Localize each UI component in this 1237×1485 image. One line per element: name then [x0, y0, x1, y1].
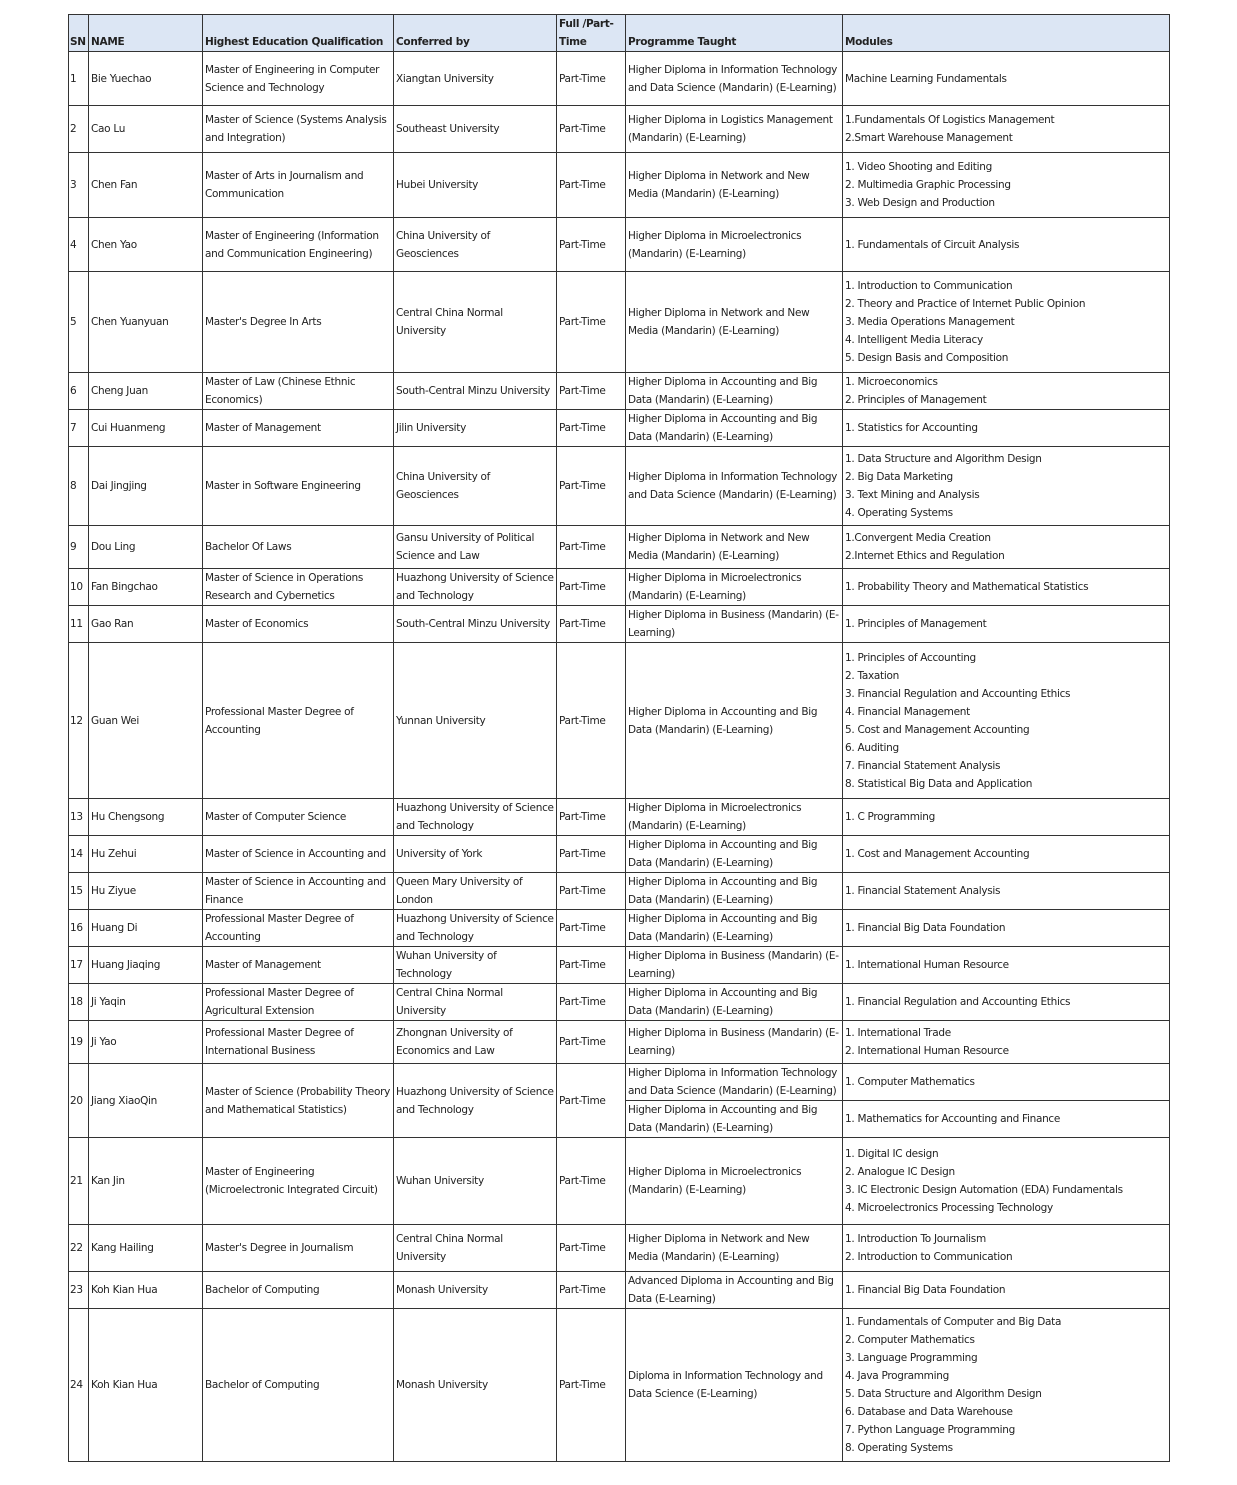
cell-name: Jiang XiaoQin: [89, 1064, 203, 1138]
cell-programme: Higher Diploma in Accounting and Big Data (Mandarin) (E-Learning): [626, 1101, 843, 1138]
cell-programme: Higher Diploma in Network and New Media (Mandarin) (E-Learning): [626, 272, 843, 373]
cell-qualification: Master's Degree in Journalism: [203, 1225, 394, 1272]
module-item: 4. Intelligent Media Literacy: [845, 334, 983, 346]
cell-modules: [843, 1064, 1170, 1101]
cell-qualification: Professional Master Degree of Agricultural Extension: [203, 984, 394, 1021]
cell-modules: [843, 410, 1170, 447]
table-row: [69, 106, 1170, 153]
module-item: Machine Learning Fundamentals: [845, 72, 1007, 85]
module-item: 1. Microeconomics: [845, 376, 938, 388]
cell-mode: Part-Time: [557, 947, 626, 984]
cell-programme: Higher Diploma in Information Technology and Data Science (Mandarin) (E-Learning): [626, 1064, 843, 1101]
cell-programme: Diploma in Information Technology and Data Science (E-Learning): [626, 1309, 843, 1462]
cell-mode: Part-Time: [557, 272, 626, 373]
cell-sn: 10: [69, 569, 89, 606]
cell-conferred-by: Huazhong University of Science and Technology: [394, 799, 557, 836]
table-row: [69, 526, 1170, 569]
cell-sn: 13: [69, 799, 89, 836]
module-item: 1. C Programming: [845, 811, 935, 823]
cell-sn: 22: [69, 1225, 89, 1272]
cell-name: Chen Fan: [89, 153, 203, 218]
module-item: 1. Video Shooting and Editing: [845, 161, 992, 173]
module-item: 4. Java Programming: [845, 1370, 949, 1382]
cell-mode: Part-Time: [557, 910, 626, 947]
module-item: 2. Big Data Marketing: [845, 471, 953, 483]
cell-conferred-by: University of York: [394, 836, 557, 873]
cell-qualification: Master of Engineering in Computer Science and Technology: [203, 52, 394, 106]
cell-mode: Part-Time: [557, 106, 626, 153]
header-mode: Full /Part-Time: [557, 15, 626, 52]
cell-name: Dou Ling: [89, 526, 203, 569]
cell-modules: [843, 52, 1170, 106]
cell-sn: 9: [69, 526, 89, 569]
header-programme: Programme Taught: [626, 15, 843, 52]
cell-sn: 3: [69, 153, 89, 218]
cell-conferred-by: Monash University: [394, 1309, 557, 1462]
module-item: 1. Data Structure and Algorithm Design: [845, 453, 1042, 465]
cell-modules: [843, 1309, 1170, 1462]
cell-programme: Higher Diploma in Network and New Media (Mandarin) (E-Learning): [626, 153, 843, 218]
cell-conferred-by: Wuhan University: [394, 1138, 557, 1225]
cell-qualification: Master of Science in Accounting and: [203, 836, 394, 873]
cell-modules: [843, 569, 1170, 606]
cell-programme: Higher Diploma in Logistics Management (Mandarin) (E-Learning): [626, 106, 843, 153]
cell-programme: Higher Diploma in Microelectronics (Mandarin) (E-Learning): [626, 569, 843, 606]
cell-name: Guan Wei: [89, 643, 203, 799]
cell-name: Fan Bingchao: [89, 569, 203, 606]
cell-mode: Part-Time: [557, 1064, 626, 1138]
table-row: [69, 643, 1170, 799]
module-item: 4. Microelectronics Processing Technology: [845, 1202, 1053, 1214]
cell-programme: Higher Diploma in Microelectronics (Mandarin) (E-Learning): [626, 218, 843, 272]
module-item: 3. Financial Regulation and Accounting Ethics: [845, 687, 1071, 700]
cell-sn: 4: [69, 218, 89, 272]
cell-mode: Part-Time: [557, 1272, 626, 1309]
module-item: 1. Introduction to Communication: [845, 280, 1013, 292]
cell-modules: [843, 1138, 1170, 1225]
cell-qualification: Master of Management: [203, 410, 394, 447]
module-item: 4. Operating Systems: [845, 507, 953, 519]
cell-conferred-by: Monash University: [394, 1272, 557, 1309]
cell-qualification: Master of Arts in Journalism and Communication: [203, 153, 394, 218]
module-item: 1. Financial Big Data Foundation: [845, 1284, 1006, 1296]
module-item: 5. Design Basis and Composition: [845, 352, 1009, 364]
cell-sn: 21: [69, 1138, 89, 1225]
cell-name: Cao Lu: [89, 106, 203, 153]
cell-sn: 2: [69, 106, 89, 153]
cell-modules: [843, 1101, 1170, 1138]
module-item: 3. Web Design and Production: [845, 197, 995, 209]
cell-name: Dai Jingjing: [89, 447, 203, 526]
module-item: 6. Auditing: [845, 741, 899, 754]
table-row: [69, 373, 1170, 410]
cell-conferred-by: Jilin University: [394, 410, 557, 447]
cell-name: Chen Yuanyuan: [89, 272, 203, 373]
cell-programme: Higher Diploma in Information Technology and Data Science (Mandarin) (E-Learning): [626, 52, 843, 106]
cell-modules: [843, 799, 1170, 836]
cell-modules: [843, 873, 1170, 910]
header-name: NAME: [89, 15, 203, 52]
module-item: 1. Fundamentals of Computer and Big Data: [845, 1316, 1062, 1328]
module-item: 7. Financial Statement Analysis: [845, 759, 1001, 772]
module-item: 1. Computer Mathematics: [845, 1076, 975, 1088]
table-row: [69, 447, 1170, 526]
cell-programme: Advanced Diploma in Accounting and Big Data (E-Learning): [626, 1272, 843, 1309]
cell-conferred-by: Huazhong University of Science and Technology: [394, 1064, 557, 1138]
cell-qualification: Master of Science (Systems Analysis and Integration): [203, 106, 394, 153]
cell-modules: [843, 836, 1170, 873]
cell-mode: Part-Time: [557, 218, 626, 272]
cell-sn: 7: [69, 410, 89, 447]
cell-sn: 15: [69, 873, 89, 910]
cell-mode: Part-Time: [557, 1225, 626, 1272]
cell-name: Kang Hailing: [89, 1225, 203, 1272]
cell-conferred-by: Central China Normal University: [394, 272, 557, 373]
cell-mode: Part-Time: [557, 447, 626, 526]
cell-mode: Part-Time: [557, 984, 626, 1021]
module-item: 1. Financial Big Data Foundation: [845, 922, 1006, 934]
module-item: 1. Financial Regulation and Accounting Ethics: [845, 996, 1071, 1008]
cell-qualification: Master of Economics: [203, 606, 394, 643]
module-item: 1. International Human Resource: [845, 959, 1009, 971]
cell-sn: 6: [69, 373, 89, 410]
table-row: [69, 799, 1170, 836]
cell-modules: [843, 984, 1170, 1021]
module-item: 2. Multimedia Graphic Processing: [845, 179, 1011, 191]
cell-qualification: Professional Master Degree of Accounting: [203, 643, 394, 799]
table-row: [69, 153, 1170, 218]
cell-qualification: Master of Engineering (Microelectronic Integrated Circuit): [203, 1138, 394, 1225]
module-item: 2.Smart Warehouse Management: [845, 132, 1013, 144]
module-item: 2. International Human Resource: [845, 1045, 1009, 1057]
cell-programme: Higher Diploma in Microelectronics (Mandarin) (E-Learning): [626, 799, 843, 836]
cell-name: Huang Jiaqing: [89, 947, 203, 984]
cell-programme: Higher Diploma in Accounting and Big Data (Mandarin) (E-Learning): [626, 373, 843, 410]
cell-qualification: Master of Science (Probability Theory and Mathematical Statistics): [203, 1064, 394, 1138]
cell-sn: 24: [69, 1309, 89, 1462]
cell-conferred-by: South-Central Minzu University: [394, 606, 557, 643]
cell-qualification: Master's Degree In Arts: [203, 272, 394, 373]
module-item: 4. Financial Management: [845, 705, 970, 718]
cell-sn: 17: [69, 947, 89, 984]
cell-mode: Part-Time: [557, 569, 626, 606]
cell-qualification: Master of Computer Science: [203, 799, 394, 836]
table-row: [69, 52, 1170, 106]
cell-conferred-by: Huazhong University of Science and Technology: [394, 569, 557, 606]
cell-sn: 23: [69, 1272, 89, 1309]
header-row: [69, 15, 1170, 52]
cell-mode: Part-Time: [557, 643, 626, 799]
cell-sn: 12: [69, 643, 89, 799]
cell-name: Cui Huanmeng: [89, 410, 203, 447]
cell-sn: 14: [69, 836, 89, 873]
cell-modules: [843, 106, 1170, 153]
cell-modules: [843, 218, 1170, 272]
cell-qualification: Master of Management: [203, 947, 394, 984]
table-row: [69, 873, 1170, 910]
cell-modules: [843, 153, 1170, 218]
table-body: [69, 52, 1170, 1462]
table-row: [69, 1272, 1170, 1309]
module-item: 1. Introduction To Journalism: [845, 1233, 986, 1245]
cell-name: Ji Yao: [89, 1021, 203, 1064]
cell-name: Koh Kian Hua: [89, 1309, 203, 1462]
table-row: [69, 1309, 1170, 1462]
cell-mode: Part-Time: [557, 799, 626, 836]
cell-name: Chen Yao: [89, 218, 203, 272]
cell-modules: [843, 1021, 1170, 1064]
cell-mode: Part-Time: [557, 836, 626, 873]
module-item: 1.Fundamentals Of Logistics Management: [845, 114, 1055, 126]
cell-sn: 19: [69, 1021, 89, 1064]
module-item: 1.Convergent Media Creation: [845, 532, 991, 544]
module-item: 2. Introduction to Communication: [845, 1251, 1013, 1263]
table-row: [69, 984, 1170, 1021]
table-row: [69, 947, 1170, 984]
module-item: 8. Statistical Big Data and Application: [845, 777, 1033, 790]
module-item: 8. Operating Systems: [845, 1442, 953, 1454]
cell-programme: Higher Diploma in Business (Mandarin) (E-Learning): [626, 1021, 843, 1064]
cell-conferred-by: China University of Geosciences: [394, 447, 557, 526]
cell-conferred-by: Huazhong University of Science and Technology: [394, 910, 557, 947]
cell-programme: Higher Diploma in Network and New Media (Mandarin) (E-Learning): [626, 526, 843, 569]
cell-mode: Part-Time: [557, 52, 626, 106]
cell-mode: Part-Time: [557, 526, 626, 569]
module-item: 7. Python Language Programming: [845, 1424, 1016, 1436]
cell-programme: Higher Diploma in Accounting and Big Data (Mandarin) (E-Learning): [626, 410, 843, 447]
cell-mode: Part-Time: [557, 873, 626, 910]
cell-sn: 5: [69, 272, 89, 373]
cell-qualification: Master of Law (Chinese Ethnic Economics): [203, 373, 394, 410]
cell-conferred-by: South-Central Minzu University: [394, 373, 557, 410]
module-item: 3. Media Operations Management: [845, 316, 1015, 328]
module-item: 1. Mathematics for Accounting and Finance: [845, 1113, 1061, 1125]
cell-name: Ji Yaqin: [89, 984, 203, 1021]
cell-modules: [843, 447, 1170, 526]
staff-table: [68, 14, 1170, 1462]
header-modules: Modules: [843, 15, 1170, 52]
module-item: 1. Fundamentals of Circuit Analysis: [845, 238, 1020, 251]
cell-modules: [843, 910, 1170, 947]
cell-conferred-by: Southeast University: [394, 106, 557, 153]
module-item: 1. Cost and Management Accounting: [845, 848, 1030, 860]
module-item: 2. Taxation: [845, 669, 899, 682]
cell-mode: Part-Time: [557, 153, 626, 218]
cell-name: Cheng Juan: [89, 373, 203, 410]
cell-modules: [843, 1272, 1170, 1309]
cell-modules: [843, 272, 1170, 373]
cell-mode: Part-Time: [557, 1309, 626, 1462]
cell-programme: Higher Diploma in Accounting and Big Data (Mandarin) (E-Learning): [626, 984, 843, 1021]
module-item: 1. Statistics for Accounting: [845, 422, 978, 434]
cell-sn: 18: [69, 984, 89, 1021]
cell-name: Koh Kian Hua: [89, 1272, 203, 1309]
cell-qualification: Bachelor of Computing: [203, 1309, 394, 1462]
table-row: [69, 272, 1170, 373]
cell-modules: [843, 526, 1170, 569]
cell-qualification: Master in Software Engineering: [203, 447, 394, 526]
table-row: [69, 569, 1170, 606]
cell-sn: 8: [69, 447, 89, 526]
table-row: [69, 1225, 1170, 1272]
header-qualification: Highest Education Qualification: [203, 15, 394, 52]
cell-qualification: Professional Master Degree of International Business: [203, 1021, 394, 1064]
cell-name: Hu Chengsong: [89, 799, 203, 836]
module-item: 2. Computer Mathematics: [845, 1334, 975, 1346]
table-row: [69, 218, 1170, 272]
cell-qualification: Professional Master Degree of Accounting: [203, 910, 394, 947]
cell-conferred-by: Central China Normal University: [394, 1225, 557, 1272]
module-item: 2.Internet Ethics and Regulation: [845, 550, 1005, 562]
cell-conferred-by: Wuhan University of Technology: [394, 947, 557, 984]
cell-programme: Higher Diploma in Accounting and Big Data (Mandarin) (E-Learning): [626, 643, 843, 799]
cell-modules: [843, 643, 1170, 799]
module-item: 3. IC Electronic Design Automation (EDA) Fundamentals: [845, 1184, 1123, 1196]
table-row: [69, 606, 1170, 643]
cell-name: Bie Yuechao: [89, 52, 203, 106]
cell-programme: Higher Diploma in Accounting and Big Data (Mandarin) (E-Learning): [626, 910, 843, 947]
cell-programme: Higher Diploma in Accounting and Big Data (Mandarin) (E-Learning): [626, 873, 843, 910]
cell-qualification: Bachelor Of Laws: [203, 526, 394, 569]
cell-conferred-by: Central China Normal University: [394, 984, 557, 1021]
cell-conferred-by: Xiangtan University: [394, 52, 557, 106]
cell-programme: Higher Diploma in Network and New Media (Mandarin) (E-Learning): [626, 1225, 843, 1272]
cell-conferred-by: Yunnan University: [394, 643, 557, 799]
cell-mode: Part-Time: [557, 1021, 626, 1064]
cell-conferred-by: Hubei University: [394, 153, 557, 218]
module-item: 1. Financial Statement Analysis: [845, 885, 1001, 897]
cell-programme: Higher Diploma in Microelectronics (Mandarin) (E-Learning): [626, 1138, 843, 1225]
table-row: [69, 1021, 1170, 1064]
cell-programme: Higher Diploma in Business (Mandarin) (E-Learning): [626, 606, 843, 643]
cell-modules: [843, 606, 1170, 643]
table-row: [69, 910, 1170, 947]
cell-mode: Part-Time: [557, 373, 626, 410]
cell-modules: [843, 1225, 1170, 1272]
table-row: [69, 1064, 1170, 1101]
module-item: 1. Principles of Accounting: [845, 651, 976, 664]
header-sn: SN: [69, 15, 89, 52]
module-item: 6. Database and Data Warehouse: [845, 1406, 1013, 1418]
cell-name: Kan Jin: [89, 1138, 203, 1225]
cell-sn: 11: [69, 606, 89, 643]
module-item: 2. Principles of Management: [845, 394, 987, 406]
cell-conferred-by: Queen Mary University of London: [394, 873, 557, 910]
cell-programme: Higher Diploma in Accounting and Big Data (Mandarin) (E-Learning): [626, 836, 843, 873]
cell-programme: Higher Diploma in Information Technology and Data Science (Mandarin) (E-Learning): [626, 447, 843, 526]
cell-conferred-by: Gansu University of Political Science and Law: [394, 526, 557, 569]
module-item: 3. Text Mining and Analysis: [845, 489, 980, 501]
table-row: [69, 1138, 1170, 1225]
cell-sn: 20: [69, 1064, 89, 1138]
cell-name: Gao Ran: [89, 606, 203, 643]
module-item: 1. Principles of Management: [845, 618, 987, 630]
module-item: 2. Analogue IC Design: [845, 1166, 955, 1178]
cell-mode: Part-Time: [557, 410, 626, 447]
cell-programme: Higher Diploma in Business (Mandarin) (E-Learning): [626, 947, 843, 984]
cell-mode: Part-Time: [557, 606, 626, 643]
cell-name: Huang Di: [89, 910, 203, 947]
cell-conferred-by: Zhongnan University of Economics and Law: [394, 1021, 557, 1064]
table-row: [69, 836, 1170, 873]
cell-modules: [843, 947, 1170, 984]
module-item: 5. Cost and Management Accounting: [845, 723, 1030, 736]
cell-qualification: Master of Science in Accounting and Finance: [203, 873, 394, 910]
cell-mode: Part-Time: [557, 1138, 626, 1225]
cell-modules: [843, 373, 1170, 410]
cell-name: Hu Zehui: [89, 836, 203, 873]
module-item: 1. Digital IC design: [845, 1148, 939, 1160]
cell-sn: 16: [69, 910, 89, 947]
table-row: [69, 410, 1170, 447]
cell-qualification: Bachelor of Computing: [203, 1272, 394, 1309]
header-conferred-by: Conferred by: [394, 15, 557, 52]
cell-sn: 1: [69, 52, 89, 106]
cell-name: Hu Ziyue: [89, 873, 203, 910]
cell-qualification: Master of Science in Operations Research and Cybernetics: [203, 569, 394, 606]
module-item: 1. International Trade: [845, 1027, 951, 1039]
module-item: 2. Theory and Practice of Internet Public Opinion: [845, 298, 1086, 310]
module-item: 3. Language Programming: [845, 1352, 978, 1364]
cell-conferred-by: China University of Geosciences: [394, 218, 557, 272]
cell-qualification: Master of Engineering (Information and Communication Engineering): [203, 218, 394, 272]
module-item: 5. Data Structure and Algorithm Design: [845, 1388, 1042, 1400]
module-item: 1. Probability Theory and Mathematical Statistics: [845, 581, 1089, 593]
